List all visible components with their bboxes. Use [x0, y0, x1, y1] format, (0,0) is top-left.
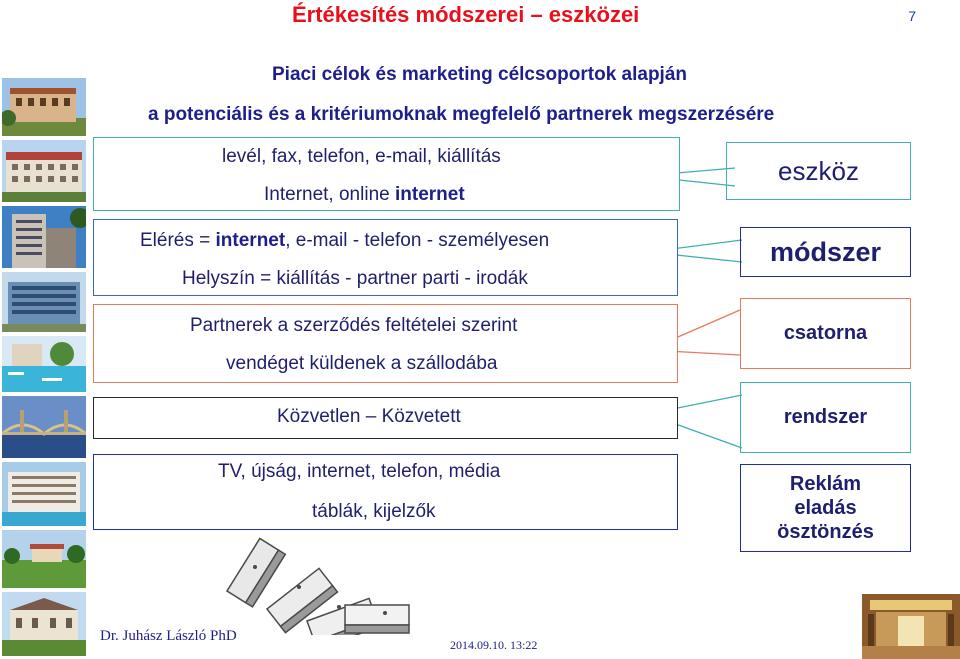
box-line: TV, újság, internet, telefon, média [218, 461, 501, 482]
label-line-osztonzes: ösztönzés [777, 521, 874, 543]
photo-lobby [862, 594, 960, 659]
box-line: vendéget küldenek a szállodába [226, 353, 498, 374]
box-line: Partnerek a szerződés feltételei szerint [190, 315, 518, 336]
box-line-emph: internet [394, 184, 465, 205]
box-modszer-content [93, 219, 678, 296]
box-line: levél, fax, telefon, e-mail, kiállítás [222, 146, 501, 167]
label-reklam-eladas-osztonzes [740, 464, 911, 552]
slide-title: Értékesítés módszerei – eszközei [292, 2, 640, 27]
box-reklam-content [93, 454, 678, 530]
subtitle-1: Piaci célok és marketing célcsoportok alapján [272, 64, 688, 85]
box-line: Helyszín = kiállítás - partner parti - irodák [182, 268, 528, 289]
page-number: 7 [908, 8, 916, 24]
box-line-prefix: Internet, online [264, 184, 395, 205]
box-eszkoz-content [93, 137, 680, 211]
box-line-emph: internet [215, 230, 286, 251]
box-line [140, 230, 549, 252]
label-csatorna: csatorna [740, 298, 911, 369]
subtitle-2: a potenciális és a kritériumoknak megfelelő partnerek megszerzésére [148, 104, 775, 125]
label-modszer: módszer [740, 227, 911, 277]
box-line: Közvetlen – Közvetett [277, 406, 461, 427]
box-line-suffix: , e-mail - telefon - személyesen [285, 230, 550, 251]
label-eszkoz: eszköz [726, 142, 911, 200]
box-csatorna-content [93, 304, 678, 383]
box-line [264, 184, 465, 206]
label-line-eladas: eladás [794, 497, 857, 519]
dominoes-graphic [215, 535, 420, 635]
box-line-prefix: Elérés = [140, 230, 216, 251]
label-line-reklam: Reklám [789, 473, 862, 495]
box-rendszer-content [93, 397, 678, 439]
label-rendszer: rendszer [740, 382, 911, 453]
box-line: táblák, kijelzők [312, 501, 436, 522]
footer-author: Dr. Juhász László PhD [100, 628, 237, 644]
footer-datetime: 2014.09.10. 13:22 [450, 638, 538, 652]
